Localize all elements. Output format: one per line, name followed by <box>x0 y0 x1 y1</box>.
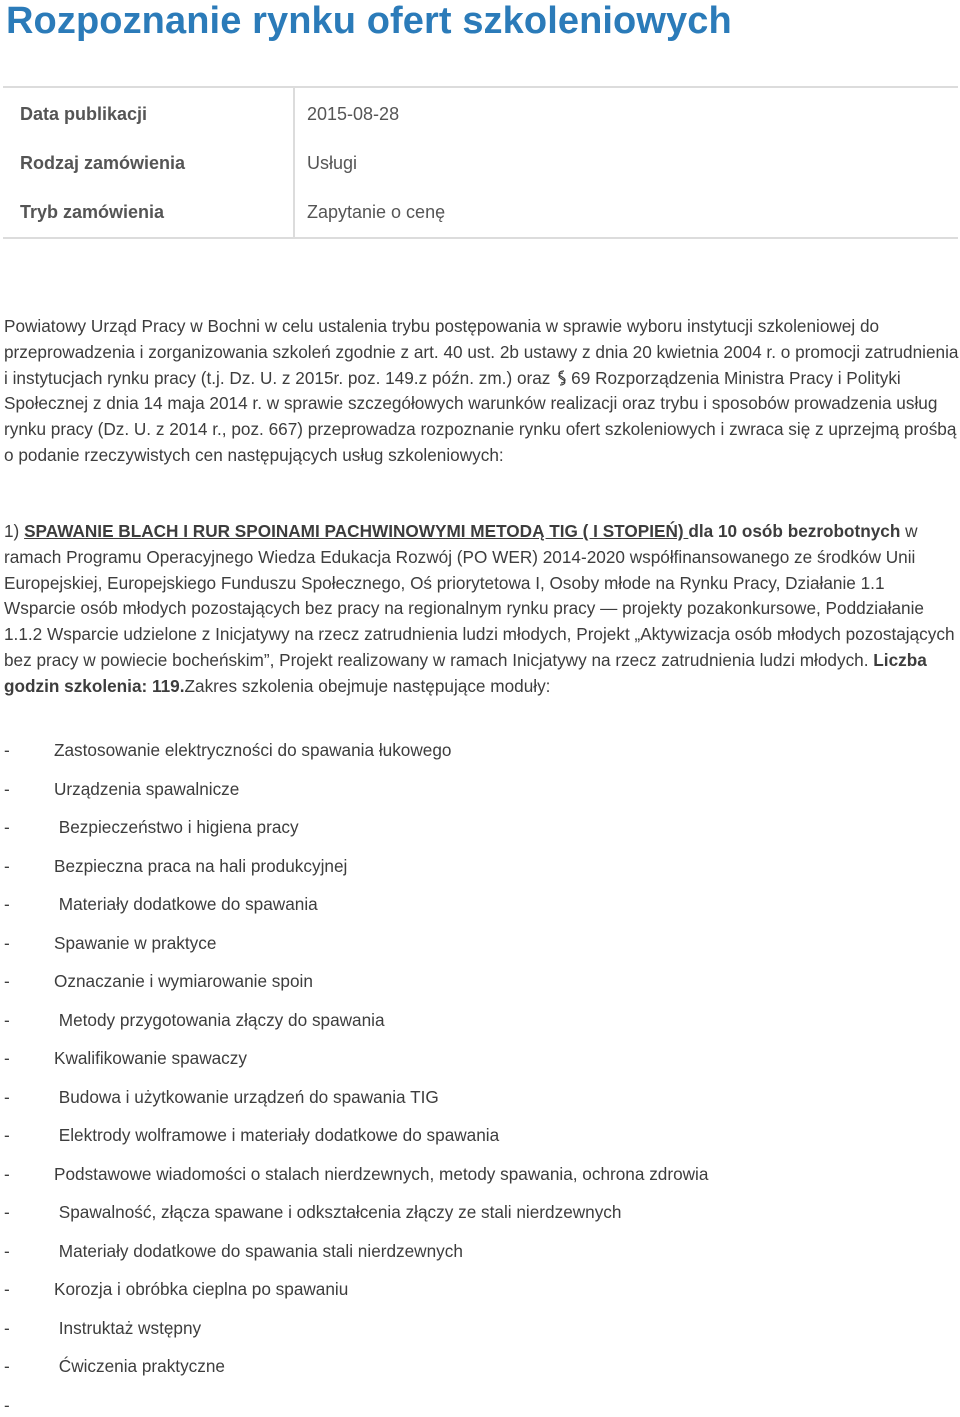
list-marker: - <box>4 1125 10 1145</box>
module-label: Elektrody wolframowe i materiały dodatkowe do spawania <box>54 1125 500 1145</box>
section-number: 1) <box>4 521 20 541</box>
list-marker: - <box>4 855 10 876</box>
module-label: Bezpieczna praca na hali produkcyjnej <box>54 855 348 876</box>
list-item <box>4 968 708 1007</box>
module-label: Ćwiczenia praktyczne <box>54 1356 225 1376</box>
meta-label: Tryb zamówienia <box>3 188 294 238</box>
module-label: Zastosowanie elektryczności do spawania łukowego <box>54 740 452 760</box>
meta-row-mode <box>3 188 958 238</box>
meta-value: Usługi <box>307 153 358 173</box>
list-item <box>4 1045 708 1084</box>
list-marker: - <box>4 740 10 760</box>
list-marker: - <box>4 894 10 914</box>
meta-label: Rodzaj zamówienia <box>3 139 294 188</box>
list-marker: - <box>4 1317 10 1338</box>
list-item <box>4 1353 708 1392</box>
list-marker: - <box>4 1279 10 1299</box>
list-item <box>4 1199 708 1238</box>
list-item <box>4 776 708 815</box>
module-label: Urządzenia spawalnicze <box>54 778 240 799</box>
section-scope: Zakres szkolenia obejmuje następujące moduły: <box>184 675 551 696</box>
list-marker: - <box>4 971 10 991</box>
list-marker: - <box>4 817 10 837</box>
section-heading: SPAWANIE BLACH I RUR SPOINAMI PACHWINOWYMI METODĄ TIG ( I STOPIEŃ) <box>24 521 689 541</box>
list-marker: - <box>4 778 10 799</box>
list-marker: - <box>4 1240 10 1261</box>
meta-value: 2015-08-28 <box>307 104 400 124</box>
trailing-list-marker: - <box>4 1396 10 1415</box>
page-title: Rozpoznanie rynku ofert szkoleniowych <box>6 0 732 42</box>
intro-text-part2: 69 Rozporządzenia Ministra Pracy i Polityki Społecznej z dnia 14 maja 2014 r. w sprawie szczegółowych warunków realizacji oraz trybu i sposobów prowadzenia usług rynku pracy (Dz. U. z 2014 r., poz. 667) przeprowadza rozpoznanie rynku ofert szkoleniowych i zwraca się z uprzejmą prośbą o podanie rzeczywistych cen następujących usług szkoleniowych: <box>4 367 957 465</box>
intro-paragraph <box>4 314 959 469</box>
list-item <box>4 1276 708 1315</box>
module-label: Oznaczanie i wymiarowanie spoin <box>54 971 313 991</box>
module-list <box>4 737 708 1392</box>
list-item <box>4 891 708 930</box>
section-participants: dla 10 osób bezrobotnych <box>688 521 901 541</box>
meta-row-type <box>3 139 958 188</box>
list-item <box>4 1238 708 1277</box>
list-marker: - <box>4 932 10 953</box>
module-label: Korozja i obróbka cieplna po spawaniu <box>54 1279 349 1299</box>
module-label: Kwalifikowanie spawaczy <box>54 1048 247 1068</box>
list-item <box>4 1315 708 1354</box>
module-label: Materiały dodatkowe do spawania <box>54 894 318 914</box>
list-item <box>4 814 708 853</box>
meta-value: Zapytanie o cenę <box>307 202 446 222</box>
section-hours: Liczba godzin szkolenia: 119. <box>4 649 927 696</box>
list-item <box>4 1007 708 1046</box>
module-label: Instruktaż wstępny <box>54 1317 202 1338</box>
module-label: Bezpieczeństwo i higiena pracy <box>54 817 299 837</box>
list-item <box>4 1084 708 1123</box>
list-marker: - <box>4 1048 10 1068</box>
module-label: Spawalność, złącza spawane i odkształcenia złączy ze stali nierdzewnych <box>54 1202 622 1222</box>
intro-text-part1: Powiatowy Urząd Pracy w Bochni w celu ustalenia trybu postępowania w sprawie wyboru instytucji szkoleniowej do przeprowadzenia i zorganizowania szkoleń zgodnie z art. 40 ust. 2b ustawy z dnia 20 kwietnia 2004 r. o promocji zatrudnienia i instytucjach rynku pracy (t.j. Dz. U. z 2015r. poz. 149.z późn. zm.) oraz <box>4 316 959 388</box>
list-item <box>4 737 708 776</box>
module-label: Metody przygotowania złączy do spawania <box>54 1009 385 1030</box>
list-marker: - <box>4 1086 10 1107</box>
list-item <box>4 1122 708 1161</box>
module-label: Spawanie w praktyce <box>54 932 217 953</box>
training-section-1 <box>4 519 959 700</box>
meta-label: Data publikacji <box>3 87 294 139</box>
meta-row-date <box>3 87 958 139</box>
module-label: Podstawowe wiadomości o stalach nierdzewnych, metody spawania, ochrona zdrowia <box>54 1163 709 1184</box>
list-item <box>4 853 708 892</box>
section-body: w ramach Programu Operacyjnego Wiedza Edukacja Rozwój (PO WER) 2014-2020 współfinansowanego ze środków Unii Europejskiej, Europejskiego Funduszu Społecznego, Oś priorytetowa I, Osoby młode na Rynku Pracy, Działanie 1.1 Wsparcie osób młodych pozostających bez pracy na regionalnym rynku pracy ― projekty pozakonkursowe, Poddziałanie 1.1.2 Wsparcie udzielone z Inicjatywy na rzecz zatrudnienia ludzi młodych, Projekt „Aktywizacja osób młodych pozostających bez pracy w powiecie bocheńskim”, Projekt realizowany w ramach Inicjatywy na rzecz zatrudnienia ludzi młodych. <box>4 521 955 670</box>
list-marker: - <box>4 1009 10 1030</box>
list-item <box>4 1161 708 1200</box>
publication-meta-table <box>3 86 958 239</box>
module-label: Budowa i użytkowanie urządzeń do spawania TIG <box>54 1086 439 1107</box>
module-label: Materiały dodatkowe do spawania stali nierdzewnych <box>54 1240 463 1261</box>
list-marker: - <box>4 1202 10 1222</box>
list-marker: - <box>4 1356 10 1376</box>
list-marker: - <box>4 1163 10 1184</box>
paragraph-icon <box>557 368 567 384</box>
list-item <box>4 930 708 969</box>
